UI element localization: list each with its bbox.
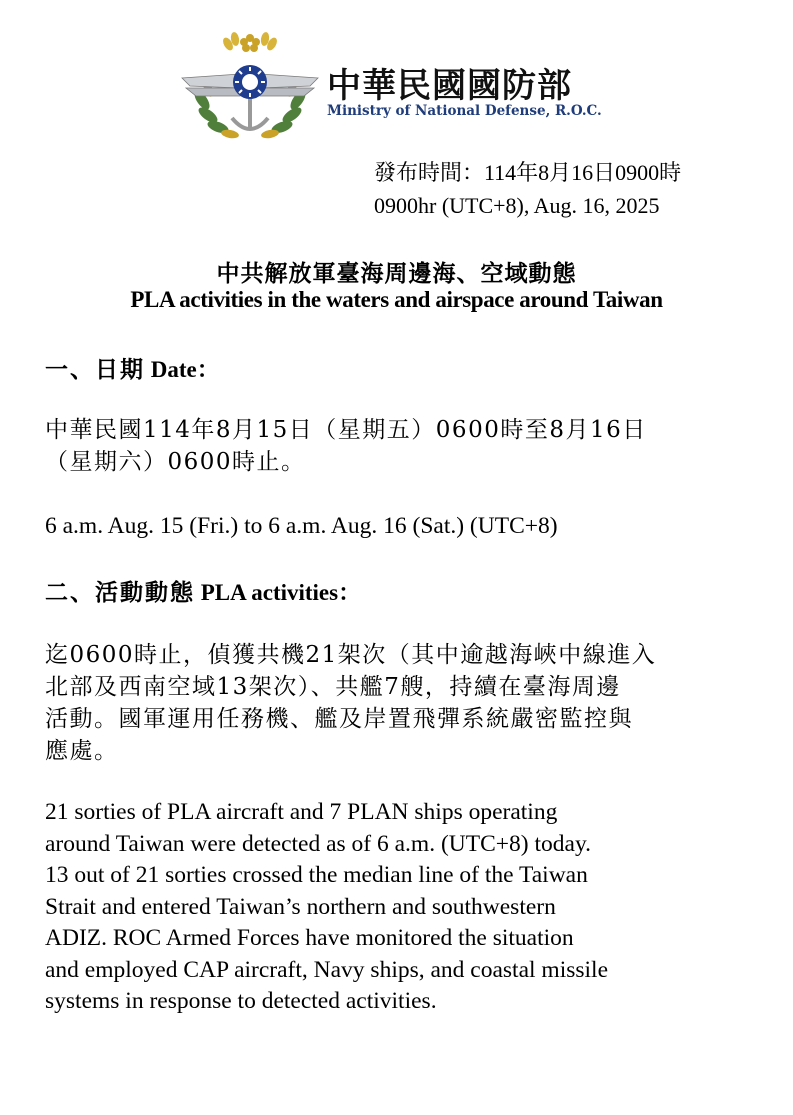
mnd-emblem-icon xyxy=(180,30,320,145)
text-line: 6 a.m. Aug. 15 (Fri.) to 6 a.m. Aug. 16 (Sat.) (UTC+8) xyxy=(45,513,558,539)
text-line: systems in response to detected activities. xyxy=(45,988,437,1014)
section-activities-heading-cn: 二、活動動態 xyxy=(45,579,195,606)
section-date-text-en xyxy=(45,511,765,543)
org-name-cn: 中華民國國防部 xyxy=(327,66,572,106)
text-line: 13 out of 21 sorties crossed the median line of the Taiwan xyxy=(45,862,588,888)
document-title-cn: 中共解放軍臺海周邊海、空域動態 xyxy=(216,260,577,287)
text-line: and employed CAP aircraft, Navy ships, and coastal missile xyxy=(45,956,609,983)
document-title-en: PLA activities in the waters and airspace around Taiwan xyxy=(130,287,663,312)
text-line: 活動。國軍運用任務機、艦及岸置飛彈系統嚴密監控與 xyxy=(45,706,633,732)
text-line: 21 sorties of PLA aircraft and 7 PLAN ships operating xyxy=(45,799,558,825)
section-activities-heading xyxy=(45,574,361,607)
text-line: Strait and entered Taiwan’s northern and southwestern xyxy=(45,893,556,920)
section-activities-text-en xyxy=(45,797,765,1018)
text-line: 應處。 xyxy=(45,738,119,764)
section-date-heading-en: Date： xyxy=(150,357,220,382)
text-line: ADIZ. ROC Armed Forces have monitored the situation xyxy=(45,925,574,951)
text-line: 中華民國114年8月15日（星期五）0600時至8月16日 xyxy=(45,417,647,443)
text-line: 迄0600時止，偵獲共機21架次（其中逾越海峽中線進入 xyxy=(45,642,657,668)
release-time-cn: 發布時間：114年8月16日0900時 xyxy=(374,160,682,185)
text-line: （星期六）0600時止。 xyxy=(45,449,306,475)
section-date-heading xyxy=(45,351,220,384)
section-date-text-cn xyxy=(45,414,755,478)
text-line: around Taiwan were detected as of 6 a.m. (UTC+8) today. xyxy=(45,830,592,857)
org-name-en: Ministry of National Defense, R.O.C. xyxy=(327,103,602,119)
release-time xyxy=(374,156,681,222)
release-time-en: 0900hr (UTC+8), Aug. 16, 2025 xyxy=(374,193,660,218)
section-date-heading-cn: 一、日期 xyxy=(45,356,145,383)
section-activities-heading-en: PLA activities： xyxy=(200,580,362,605)
text-line: 北部及西南空域13架次）、共艦7艘，持續在臺海周邊 xyxy=(45,674,621,700)
section-activities-text-cn xyxy=(45,639,755,767)
